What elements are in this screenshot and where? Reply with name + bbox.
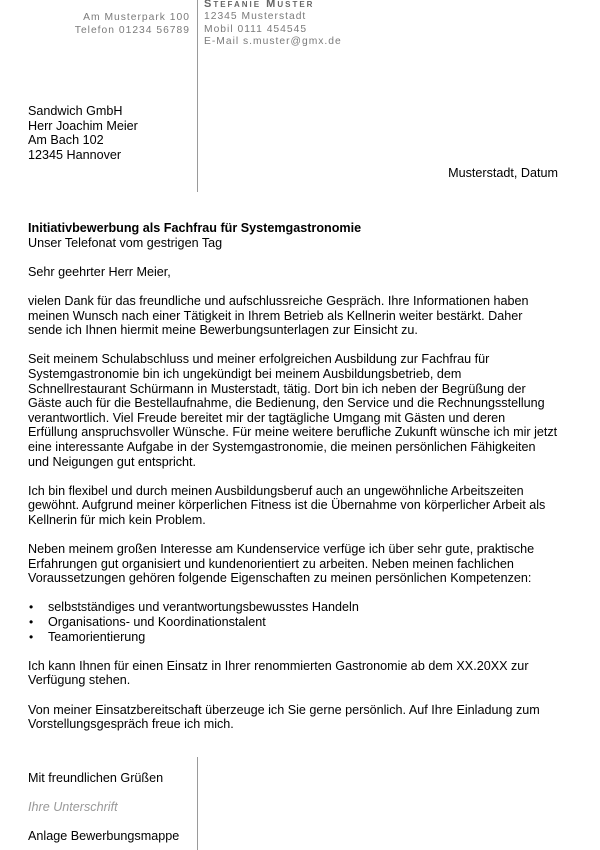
- sender-contact-right: [204, 0, 342, 49]
- paragraph-line: Erfüllung anspruchsvoller Wünsche. Für meine weitere berufliche Zukunft wünsche ich mir jetzt: [28, 425, 558, 440]
- paragraph-line: eine interessante Aufgabe in der Systemgastronomie, die meinen persönlichen Fähigkeiten: [28, 439, 536, 454]
- paragraph-line: sende ich Ihnen hiermit meine Bewerbungsunterlagen zur Einsicht zu.: [28, 323, 418, 338]
- paragraph-line: meinen Wunsch nach einer Tätigkeit in Ihrem Betrieb als Kellnerin weiter bestärkt. Daher: [28, 308, 523, 323]
- paragraph-line: Systemgastronomie bin ich ungekündigt bei meinem Ausbildungsbetrieb, dem: [28, 366, 462, 381]
- bullet-icon: •: [29, 615, 34, 630]
- letter-date: Musterstadt, Datum: [448, 166, 558, 180]
- competency-text: Teamorientierung: [48, 629, 146, 644]
- paragraph-line: Seit meinem Schulabschluss und meiner erfolgreichen Ausbildung zur Fachfrau für: [28, 352, 490, 367]
- competency-list: [28, 600, 563, 644]
- paragraph-line: Neben meinem großen Interesse am Kundenservice verfüge ich über sehr gute, praktische: [28, 542, 535, 557]
- sender-name: Stefanie Muster: [204, 0, 315, 10]
- paragraph-availability: [28, 659, 563, 688]
- paragraph-line: und Neigungen gut entspricht.: [28, 454, 197, 469]
- letter-body: [28, 221, 563, 732]
- recipient-company: Sandwich GmbH: [28, 104, 123, 118]
- header-divider-line: [197, 0, 198, 192]
- recipient-address: [28, 104, 138, 162]
- paragraph-line: Von meiner Einsatzbereitschaft überzeuge ich Sie gerne persönlich. Auf Ihre Einladung zum: [28, 702, 540, 717]
- paragraph-line: Vorstellungsgespräch freue ich mich.: [28, 717, 234, 732]
- competency-item: [28, 600, 563, 615]
- paragraph-line: verantwortlich. Viel Freude bereitet mir der tagtägliche Umgang mit Gästen und deren: [28, 410, 506, 425]
- letter-enclosure: Anlage Bewerbungsmappe: [28, 829, 180, 843]
- recipient-person: Herr Joachim Meier: [28, 118, 138, 133]
- letter-subject: Initiativbewerbung als Fachfrau für Systemgastronomie: [28, 221, 362, 235]
- paragraph-line: Voraussetzungen gehören folgende Eigenschaften zu meinen persönlichen Kompetenzen:: [28, 571, 532, 586]
- paragraph-experience: [28, 352, 563, 469]
- letter-salutation: Sehr geehrter Herr Meier,: [28, 264, 171, 279]
- paragraph-line: Ich bin flexibel und durch meinen Ausbildungsberuf auch an ungewöhnliche Arbeitszeiten: [28, 483, 524, 498]
- competency-text: Organisations- und Koordinationstalent: [48, 615, 266, 630]
- signature-placeholder: Ihre Unterschrift: [28, 800, 118, 814]
- paragraph-line: Kellnerin für mich kein Problem.: [28, 512, 206, 527]
- bullet-icon: •: [29, 600, 34, 615]
- recipient-city: 12345 Hannover: [28, 147, 122, 162]
- competency-item: [28, 630, 563, 645]
- paragraph-invitation: [28, 703, 563, 732]
- footer-divider-line: [197, 757, 198, 850]
- paragraph-line: Erfahrungen gut organisiert und kundenorientiert zu arbeiten. Neben meinen fachlichen: [28, 556, 514, 571]
- paragraph-line: Gäste auch für die Bestellaufnahme, die Bedienung, den Service und die Rechnungsstellung: [28, 396, 545, 411]
- letter-closing: Mit freundlichen Grüßen: [28, 771, 164, 785]
- paragraph-line: vielen Dank für das freundliche und aufschlussreiche Gespräch. Ihre Informationen haben: [28, 293, 529, 308]
- sender-mobile: Mobil 0111 454545: [204, 23, 308, 35]
- sender-email: E-Mail s.muster@gmx.de: [204, 36, 342, 47]
- letter-subline: Unser Telefonat vom gestrigen Tag: [28, 235, 223, 250]
- paragraph-line: Verfügung stehen.: [28, 673, 131, 688]
- sender-city: 12345 Musterstadt: [204, 11, 307, 22]
- paragraph-thanks: [28, 294, 563, 338]
- paragraph-line: Ich kann Ihnen für einen Einsatz in Ihrer renommierten Gastronomie ab dem XX.20XX zur: [28, 658, 529, 673]
- paragraph-line: gewöhnt. Aufgrund meiner körperlichen Fitness ist die Übernahme von körperlicher Arbeit als: [28, 498, 546, 513]
- paragraph-competencies-intro: [28, 542, 563, 586]
- sender-street: Am Musterpark 100: [83, 12, 190, 23]
- competency-text: selbstständiges und verantwortungsbewusstes Handeln: [48, 600, 359, 615]
- paragraph-line: Schnellrestaurant Schürmann in Musterstadt, tätig. Dort bin ich neben der Begrüßung der: [28, 381, 526, 396]
- bullet-icon: •: [29, 629, 34, 644]
- paragraph-flexibility: [28, 484, 563, 528]
- recipient-street: Am Bach 102: [28, 133, 104, 148]
- competency-item: [28, 615, 563, 630]
- sender-phone: Telefon 01234 56789: [74, 24, 190, 36]
- sender-contact-left: [75, 12, 190, 37]
